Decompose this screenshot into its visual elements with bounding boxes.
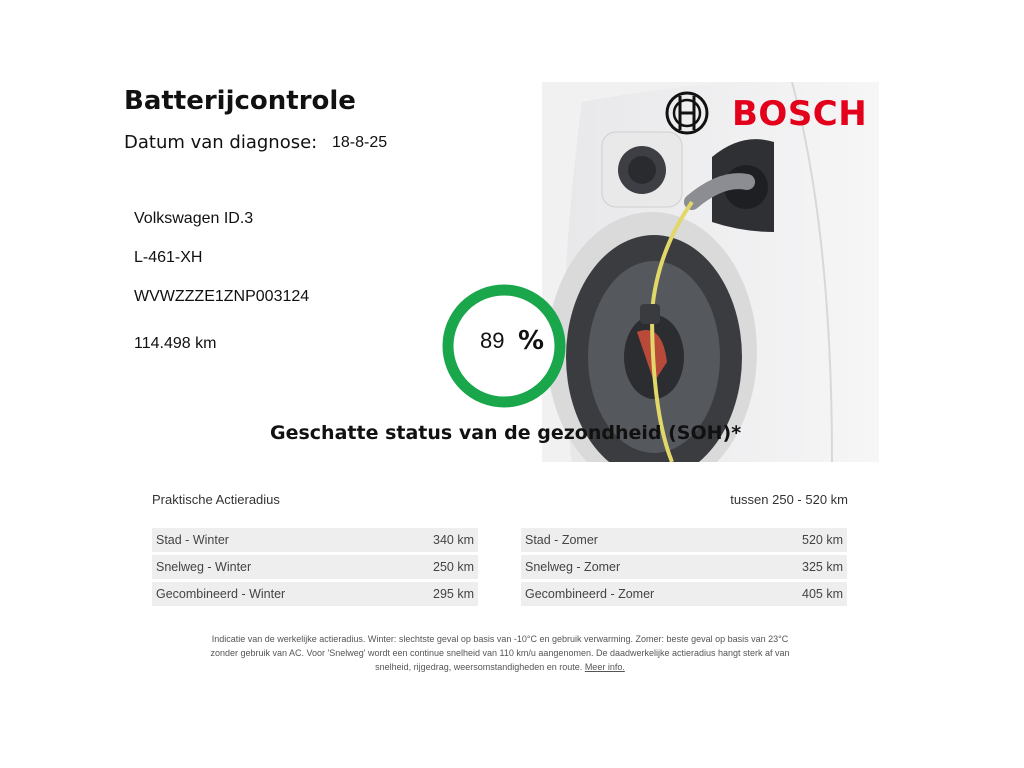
row-value: 295 km	[433, 587, 474, 601]
range-summary: tussen 250 - 520 km	[730, 492, 848, 507]
table-row	[152, 528, 478, 552]
battery-report-card	[122, 82, 879, 462]
table-row	[152, 555, 478, 579]
page-title: Batterijcontrole	[124, 86, 356, 116]
vehicle-model: Volkswagen ID.3	[134, 210, 254, 227]
row-value: 520 km	[802, 533, 843, 547]
range-header	[152, 492, 848, 507]
more-info-link[interactable]: Meer info.	[584, 662, 625, 672]
vin-number: WVWZZZE1ZNP003124	[134, 288, 310, 305]
footnote	[160, 632, 840, 674]
soh-unit: %	[518, 326, 545, 356]
license-plate: L-461-XH	[134, 249, 203, 266]
footnote-text: snelheid, rijgedrag, weersomstandigheden en route.	[375, 662, 583, 672]
table-row	[521, 555, 847, 579]
range-title: Praktische Actieradius	[152, 492, 280, 507]
summer-range-table	[521, 528, 847, 609]
soh-label: Geschatte status van de gezondheid (SOH)*	[270, 422, 742, 444]
table-row	[521, 528, 847, 552]
winter-range-table	[152, 528, 478, 609]
footnote-line	[160, 660, 840, 674]
row-label: Snelweg - Zomer	[525, 560, 621, 574]
footnote-line: zonder gebruik van AC. Voor 'Snelweg' wordt een continue snelheid van 110 km/u aangenomen. De daadwerkelijke actieradius hangt sterk af van	[210, 648, 790, 658]
diagnosis-date-label: Datum van diagnose:	[124, 132, 318, 153]
footnote-line: Indicatie van de werkelijke actieradius. Winter: slechtste geval op basis van -10°C en gebruik verwarming. Zomer: beste geval op basis van 23°C	[211, 634, 789, 644]
bosch-brand-text: BOSCH	[732, 94, 868, 134]
mileage: 114.498 km	[134, 335, 217, 352]
row-value: 250 km	[433, 560, 474, 574]
car-charging-photo	[542, 82, 879, 462]
row-label: Gecombineerd - Zomer	[525, 587, 655, 601]
row-label: Gecombineerd - Winter	[156, 587, 286, 601]
row-label: Stad - Winter	[156, 533, 229, 547]
table-row	[152, 582, 478, 606]
row-label: Snelweg - Winter	[156, 560, 252, 574]
row-value: 340 km	[433, 533, 474, 547]
diagnosis-date: 18-8-25	[332, 134, 388, 151]
soh-value: 89	[480, 328, 505, 353]
row-value: 405 km	[802, 587, 843, 601]
row-label: Stad - Zomer	[525, 533, 598, 547]
table-row	[521, 582, 847, 606]
row-value: 325 km	[802, 560, 843, 574]
range-section	[152, 492, 848, 601]
